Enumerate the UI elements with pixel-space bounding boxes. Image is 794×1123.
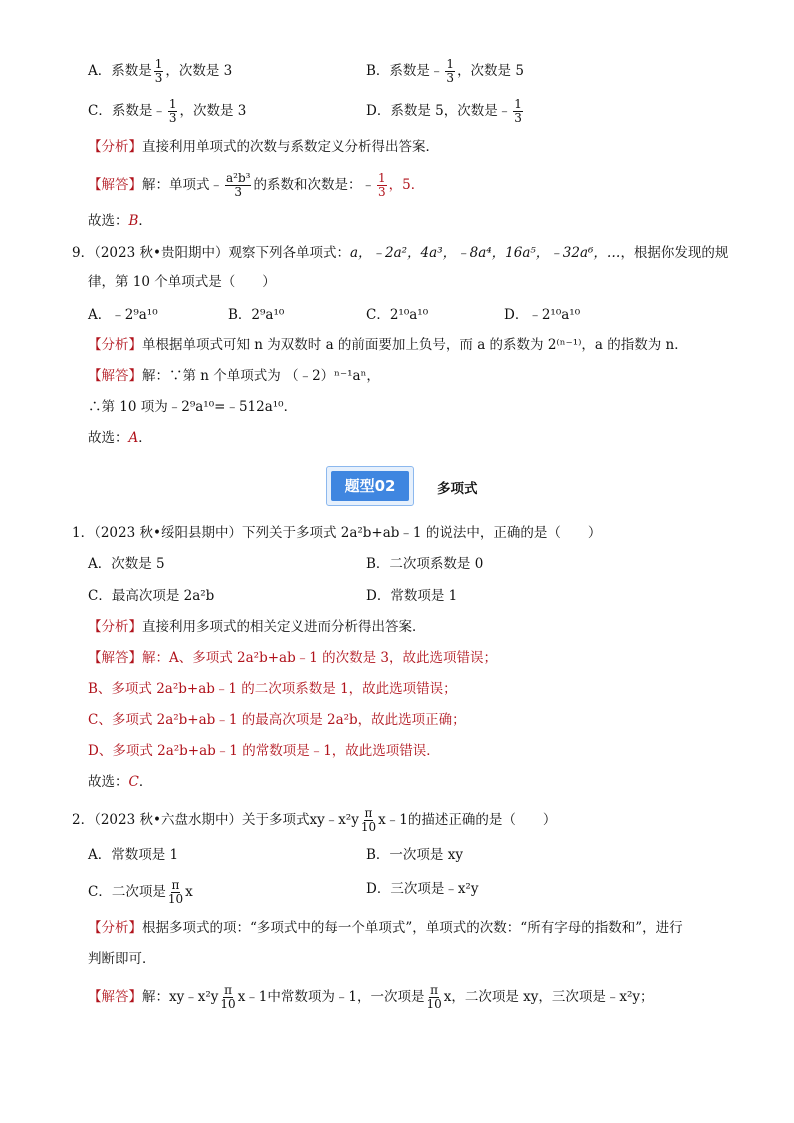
p2-option-b: B．一次项是 xy: [366, 847, 463, 863]
q8-answer: 【解答】解：单项式﹣ $\frac{\text{a²b³}}{3}$ 的系数和次数是：﹣ $\frac{1}{3}$ ，5．: [88, 171, 425, 199]
p2-analysis-line1: 【分析】根据多项式的项：“多项式中的每一个单项式”，单项式的次数：“所有字母的指数和”，进行: [88, 920, 683, 936]
p1-answer-line4: D、多项式 2a²b+ab﹣1 的常数项是﹣1，故此选项错误．: [88, 743, 440, 759]
q9-stem-line2: 律，第 10 个单项式是（ ）: [88, 274, 276, 290]
q9-analysis: 【分析】单根据单项式可知 n 为双数时 a 的前面要加上负号，而 a 的系数为 2⁽ⁿ⁻¹⁾，a 的指数为 n．: [88, 337, 688, 353]
q9-answer-line2: ∴第 10 项为﹣2⁹a¹⁰=﹣512a¹⁰．: [88, 399, 298, 415]
p1-analysis: 【分析】直接利用多项式的相关定义进而分析得出答案．: [88, 619, 426, 635]
q8-option-b: B．系数是﹣ $\frac{1}{3}$ ，次数是 5: [366, 57, 524, 85]
fraction: $\frac{\pi}{10}$: [426, 983, 442, 1011]
fraction: $\frac{1}{3}$: [446, 57, 455, 85]
fraction: $\frac{\pi}{10}$: [220, 983, 236, 1011]
p1-answer-line1: 【解答】解：A、多项式 2a²b+ab﹣1 的次数是 3，故此选项错误；: [88, 650, 497, 666]
fraction: $\frac{1}{3}$: [377, 171, 386, 199]
q8-option-a: A．系数是 $\frac{1}{3}$ ，次数是 3: [88, 57, 233, 85]
p1-stem: 1．（2023 秋•绥阳县期中）下列关于多项式 2a²b+ab﹣1 的说法中，正确的是（ ）: [72, 525, 602, 541]
p2-option-a: A．常数项是 1: [88, 847, 179, 863]
section-title: 多项式: [437, 481, 478, 497]
q9-option-c: C．2¹⁰a¹⁰: [366, 307, 429, 323]
p1-option-d: D．常数项是 1: [366, 588, 458, 604]
q8-analysis: 【分析】直接利用单项式的次数与系数定义分析得出答案．: [88, 139, 439, 155]
q9-option-b: B．2⁹a¹⁰: [228, 307, 285, 323]
q9-stem-line1: 9．（2023 秋•贵阳期中）观察下列各单项式：a，﹣2a²，4a³，﹣8a⁴，16a⁵，﹣32a⁶，…，根据你发现的规: [72, 245, 729, 261]
q8-option-d: D．系数是 5，次数是﹣ $\frac{1}{3}$: [366, 97, 522, 125]
p2-answer: 【解答】解：xy﹣x²y $\frac{\pi}{10}$ x﹣1中常数项为﹣1，一次项是 $\frac{\pi}{10}$ x，二次项是 xy，三次项是﹣x²y；: [88, 983, 654, 1011]
p2-option-d: D．三次项是﹣x²y: [366, 881, 479, 897]
fraction: $\frac{\text{a²b³}}{3}$: [226, 171, 251, 199]
p2-stem: 2．（2023 秋•六盘水期中）关于多项式xy﹣x²y $\frac{\pi}{10}$ x﹣1的描述正确的是（ ）: [72, 806, 557, 834]
q8-option-c: C．系数是﹣ $\frac{1}{3}$ ，次数是 3: [88, 97, 247, 125]
fraction: $\frac{1}{3}$: [514, 97, 522, 125]
q9-option-a: A．﹣2⁹a¹⁰: [88, 307, 158, 323]
q9-option-d: D．﹣2¹⁰a¹⁰: [504, 307, 581, 323]
q9-answer-line1: 【解答】解：∵第 n 个单项式为 （﹣2）ⁿ⁻¹aⁿ，: [88, 368, 380, 384]
fraction: $\frac{\pi}{10}$: [167, 878, 184, 906]
p1-option-c: C．最高次项是 2a²b: [88, 588, 215, 604]
p1-option-a: A．次数是 5: [88, 556, 165, 572]
q9-choice: 故选：A．: [88, 430, 152, 446]
p1-answer-line2: B、多项式 2a²b+ab﹣1 的二次项系数是 1，故此选项错误；: [88, 681, 457, 697]
section-badge: 题型02: [326, 466, 414, 506]
p1-answer-line3: C、多项式 2a²b+ab﹣1 的最高次项是 2a²b，故此选项正确；: [88, 712, 466, 728]
fraction: $\frac{\pi}{10}$: [360, 806, 377, 834]
q8-choice: 故选：B．: [88, 213, 152, 229]
p1-option-b: B．二次项系数是 0: [366, 556, 484, 572]
p2-analysis-line2: 判断即可．: [88, 951, 156, 967]
fraction: $\frac{1}{3}$: [154, 57, 163, 85]
p1-choice: 故选：C．: [88, 774, 153, 790]
fraction: $\frac{1}{3}$: [168, 97, 177, 125]
p2-option-c: C．二次项是 $\frac{\pi}{10}$ x: [88, 878, 193, 906]
